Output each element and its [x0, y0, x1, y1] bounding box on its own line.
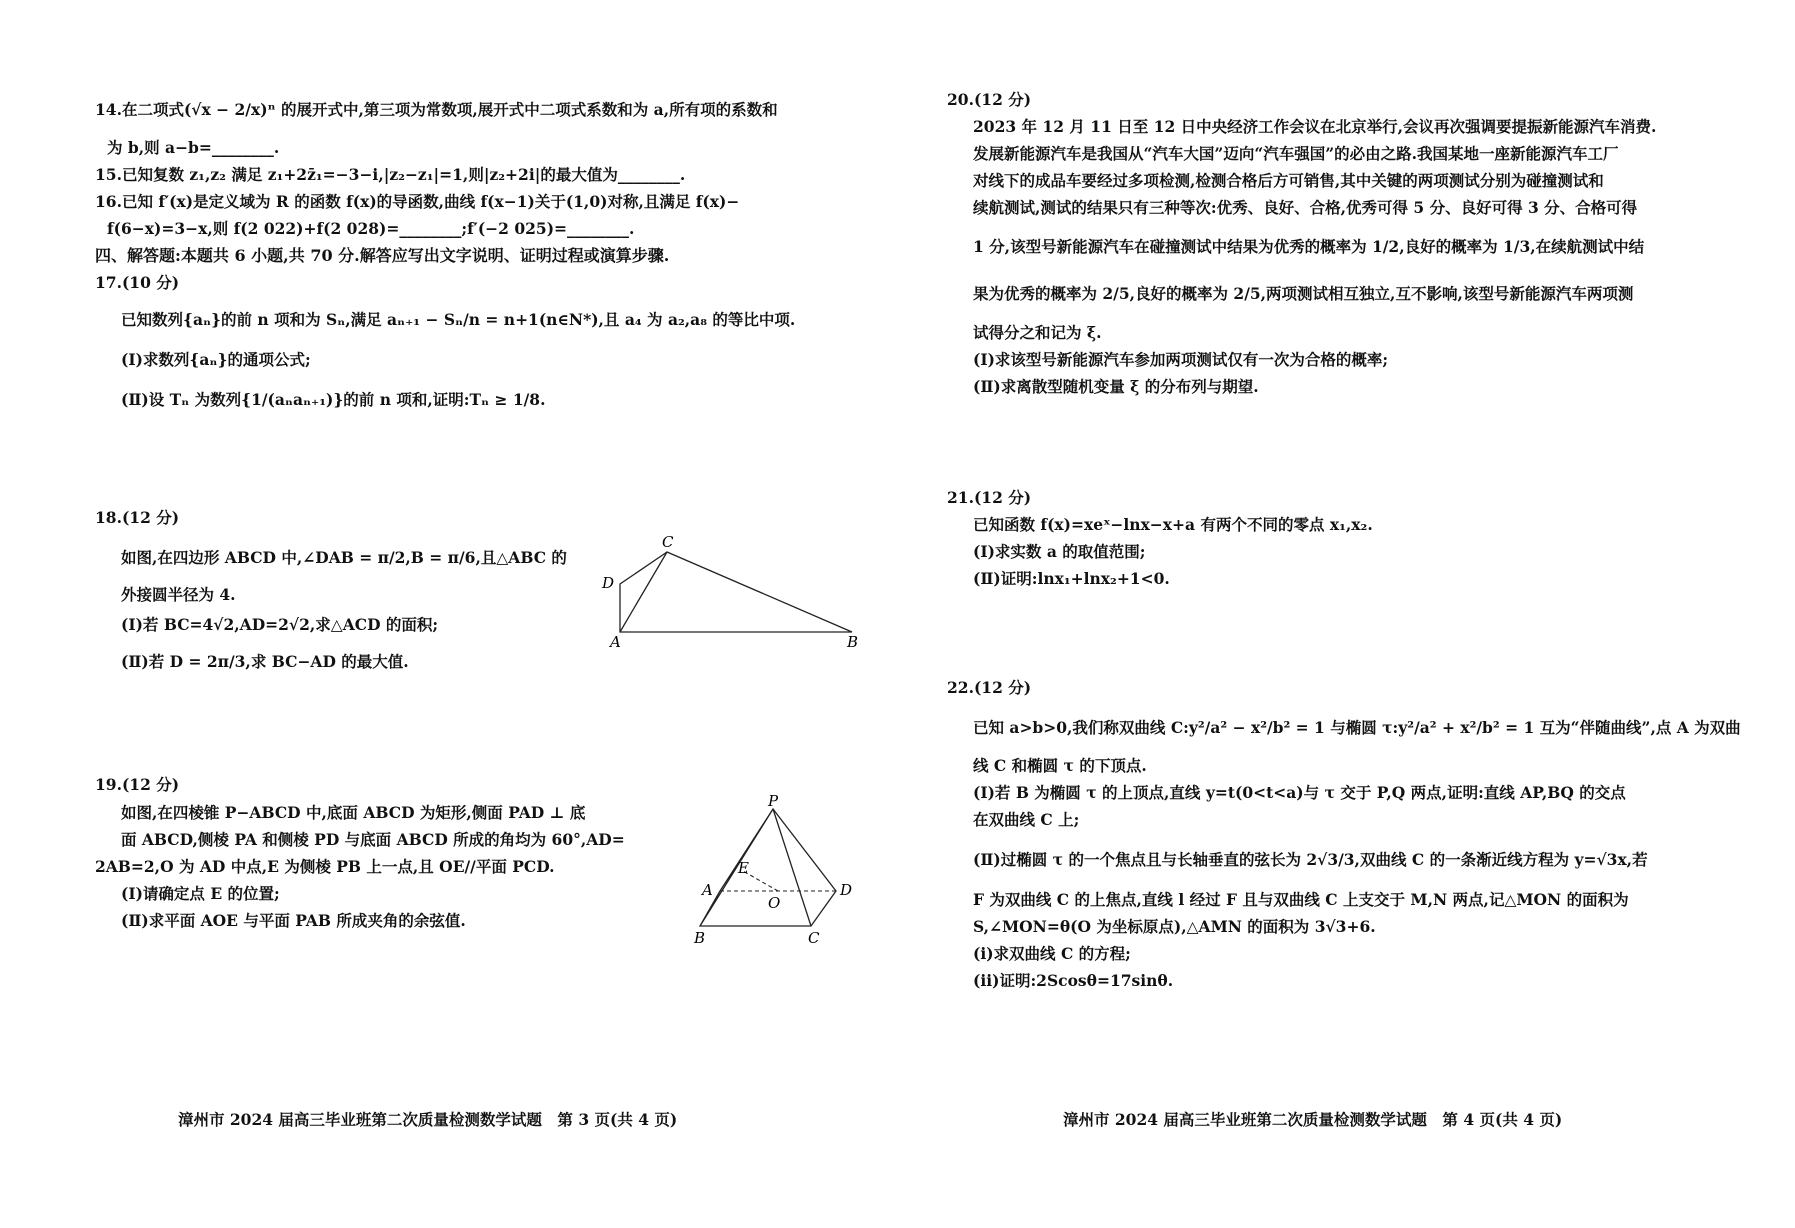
- q18-header: 18.(12 分): [95, 508, 180, 527]
- fig19-label-p: P: [768, 795, 779, 810]
- right-page: [897, 0, 1795, 1228]
- q18-part2: (Ⅱ)若 D = 2π/3,求 BC−AD 的最大值.: [121, 652, 409, 671]
- q17-part1: (Ⅰ)求数列{aₙ}的通项公式;: [121, 350, 311, 369]
- q20-line-2: 发展新能源汽车是我国从“汽车大国”迈向“汽车强国”的必由之路.我国某地一座新能源汽车工厂: [973, 144, 1619, 163]
- q18-part1: (Ⅰ)若 BC=4√2,AD=2√2,求△ACD 的面积;: [121, 615, 439, 634]
- q18-figure: [600, 535, 870, 650]
- q20-line-6: 果为优秀的概率为 2/5,良好的概率为 2/5,两项测试相互独立,互不影响,该型号新能源汽车两项测: [973, 284, 1634, 303]
- q19-stem-1: 如图,在四棱锥 P−ABCD 中,底面 ABCD 为矩形,侧面 PAD ⊥ 底: [121, 803, 586, 822]
- q19-header: 19.(12 分): [95, 775, 180, 794]
- q22-part2-1: (Ⅱ)过椭圆 τ 的一个焦点且与长轴垂直的弦长为 2√3/3,双曲线 C 的一条渐近线方程为 y=√3x,若: [973, 850, 1648, 869]
- q22-part2-2: F 为双曲线 C 的上焦点,直线 l 经过 F 且与双曲线 C 上支交于 M,N 两点,记△MON 的面积为: [973, 890, 1629, 909]
- q20-line-4: 续航测试,测试的结果只有三种等次:优秀、良好、合格,优秀可得 5 分、良好可得 3 分、合格可得: [973, 198, 1638, 217]
- fig18-label-a: A: [610, 633, 621, 650]
- left-page: [0, 0, 897, 1228]
- fig19-label-o: O: [768, 894, 781, 912]
- q20-line-3: 对线下的成品车要经过多项检测,检测合格后方可销售,其中关键的两项测试分别为碰撞测试和: [973, 171, 1604, 190]
- fig19-label-e: E: [738, 859, 749, 877]
- q21-part1: (Ⅰ)求实数 a 的取值范围;: [973, 542, 1146, 561]
- q19-stem-3: 2AB=2,O 为 AD 中点,E 为侧棱 PB 上一点,且 OE//平面 PCD.: [95, 857, 555, 876]
- q19-part1: (Ⅰ)请确定点 E 的位置;: [121, 884, 280, 903]
- fig18-label-d: D: [602, 574, 615, 592]
- q15-line: 15.已知复数 z₁,z₂ 满足 z₁+2z̄₁=−3−i,|z₂−z₁|=1,则|z₂+2i|的最大值为________.: [95, 165, 686, 184]
- q20-line-5: 1 分,该型号新能源汽车在碰撞测试中结果为优秀的概率为 1/2,良好的概率为 1/3,在续航测试中结: [973, 237, 1645, 256]
- q19-stem-2: 面 ABCD,侧棱 PA 和侧棱 PD 与底面 ABCD 所成的角均为 60°,AD=: [121, 830, 625, 849]
- q22-part1-1: (Ⅰ)若 B 为椭圆 τ 的上顶点,直线 y=t(0<t<a)与 τ 交于 P,Q 两点,证明:直线 AP,BQ 的交点: [973, 783, 1626, 802]
- q17-header: 17.(10 分): [95, 273, 180, 292]
- q20-part2: (Ⅱ)求离散型随机变量 ξ 的分布列与期望.: [973, 377, 1259, 396]
- q20-header: 20.(12 分): [947, 90, 1032, 109]
- fig18-label-b: B: [847, 633, 859, 650]
- q22-stem-2: 线 C 和椭圆 τ 的下顶点.: [973, 756, 1147, 775]
- q21-part2: (Ⅱ)证明:lnx₁+lnx₂+1<0.: [973, 569, 1170, 588]
- q22-header: 22.(12 分): [947, 678, 1032, 697]
- q22-sub-ii: (ⅱ)证明:2Scosθ=17sinθ.: [973, 971, 1174, 990]
- q14-line-2: 为 b,则 a−b=________.: [107, 138, 280, 157]
- q21-header: 21.(12 分): [947, 488, 1032, 507]
- section-header: 四、解答题:本题共 6 小题,共 70 分.解答应写出文字说明、证明过程或演算步骤.: [95, 246, 670, 265]
- q16-line-2: f(6−x)=3−x,则 f(2 022)+f(2 028)=________;f′(−2 025)=________.: [107, 219, 635, 238]
- fig19-label-d: D: [840, 881, 853, 899]
- q20-line-1: 2023 年 12 月 11 日至 12 日中央经济工作会议在北京举行,会议再次强调要提振新能源汽车消费.: [973, 117, 1657, 136]
- fig19-label-c: C: [808, 929, 820, 945]
- q19-part2: (Ⅱ)求平面 AOE 与平面 PAB 所成夹角的余弦值.: [121, 911, 466, 930]
- q22-part2-3: S,∠MON=θ(O 为坐标原点),△AMN 的面积为 3√3+6.: [973, 917, 1376, 936]
- fig18-label-c: C: [662, 535, 674, 551]
- fig19-label-a: A: [702, 881, 713, 899]
- left-footer: 漳州市 2024 届高三毕业班第二次质量检测数学试题 第 3 页(共 4 页): [178, 1110, 678, 1129]
- q22-part1-2: 在双曲线 C 上;: [973, 810, 1080, 829]
- right-footer: 漳州市 2024 届高三毕业班第二次质量检测数学试题 第 4 页(共 4 页): [1063, 1110, 1563, 1129]
- q20-part1: (Ⅰ)求该型号新能源汽车参加两项测试仅有一次为合格的概率;: [973, 350, 1389, 369]
- q20-line-7: 试得分之和记为 ξ.: [973, 323, 1102, 342]
- q17-part2: (Ⅱ)设 Tₙ 为数列{1/(aₙaₙ₊₁)}的前 n 项和,证明:Tₙ ≥ 1/8.: [121, 390, 546, 409]
- q18-stem-2: 外接圆半径为 4.: [121, 585, 236, 604]
- q21-stem: 已知函数 f(x)=xeˣ−lnx−x+a 有两个不同的零点 x₁,x₂.: [973, 515, 1373, 534]
- q17-stem: 已知数列{aₙ}的前 n 项和为 Sₙ,满足 aₙ₊₁ − Sₙ/n = n+1(n∈N*),且 a₄ 为 a₂,a₈ 的等比中项.: [121, 310, 796, 329]
- q16-line-1: 16.已知 f′(x)是定义域为 R 的函数 f(x)的导函数,曲线 f(x−1)关于(1,0)对称,且满足 f(x)−: [95, 192, 740, 211]
- fig19-label-b: B: [694, 929, 706, 945]
- q22-stem-1: 已知 a>b>0,我们称双曲线 C:y²/a² − x²/b² = 1 与椭圆 τ:y²/a² + x²/b² = 1 互为“伴随曲线”,点 A 为双曲: [973, 718, 1741, 737]
- q19-figure: [690, 795, 870, 945]
- q14-line-1: 14.在二项式(√x − 2/x)ⁿ 的展开式中,第三项为常数项,展开式中二项式系数和为 a,所有项的系数和: [95, 100, 778, 119]
- q18-stem-1: 如图,在四边形 ABCD 中,∠DAB = π/2,B = π/6,且△ABC 的: [121, 548, 567, 567]
- q22-sub-i: (ⅰ)求双曲线 C 的方程;: [973, 944, 1131, 963]
